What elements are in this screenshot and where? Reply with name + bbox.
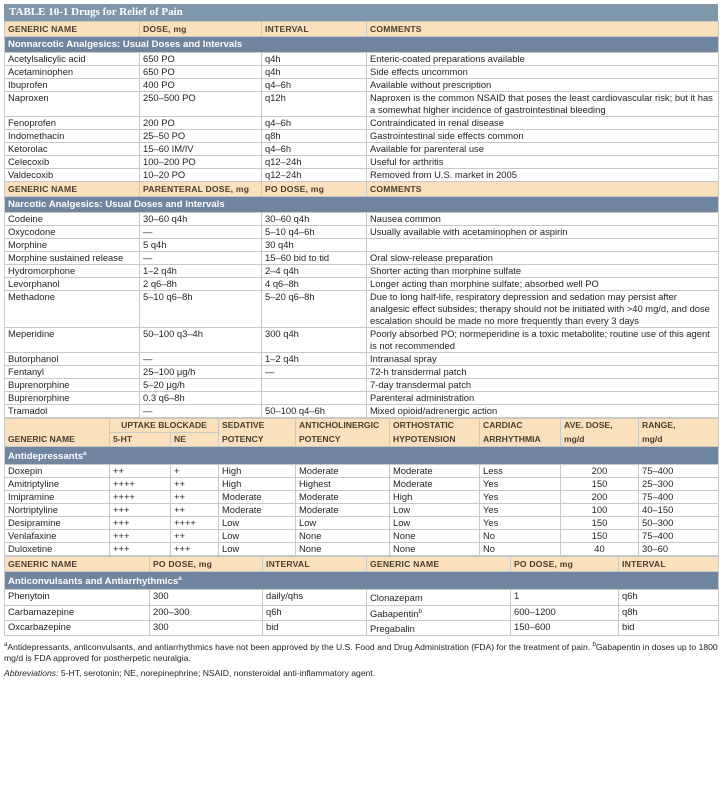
table-cell: q6h xyxy=(619,590,719,605)
column-header: POTENCY xyxy=(296,433,390,447)
table-cell: Removed from U.S. market in 2005 xyxy=(367,169,719,182)
table-cell: Side effects uncommon xyxy=(367,66,719,79)
table-cell: 1–2 q4h xyxy=(262,353,367,366)
table-cell: 4 q6–8h xyxy=(262,278,367,291)
table-cell: Enteric-coated preparations available xyxy=(367,53,719,66)
table-cell: Buprenorphine xyxy=(5,379,140,392)
table-cell: Desipramine xyxy=(5,517,110,530)
table-row xyxy=(5,143,719,156)
table-cell: Low xyxy=(219,530,296,543)
table-cell: Acetylsalicylic acid xyxy=(5,53,140,66)
table-cell: 300 xyxy=(150,620,263,635)
table-cell: Fenoprofen xyxy=(5,117,140,130)
table-cell: ++++ xyxy=(171,517,219,530)
column-header: PO DOSE, mg xyxy=(262,182,367,197)
table-cell: ++++ xyxy=(110,491,171,504)
table-cell: + xyxy=(171,465,219,478)
table-cell: Yes xyxy=(480,517,561,530)
table-cell: — xyxy=(140,252,262,265)
table-row xyxy=(5,328,719,353)
table-cell: Moderate xyxy=(296,465,390,478)
table-cell: 15–60 bid to tid xyxy=(262,252,367,265)
abbreviations: Abbreviations: 5-HT, serotonin; NE, norepinephrine; NSAID, nonsteroidal anti-inflammatory agent. xyxy=(4,667,376,678)
table-cell: Tramadol xyxy=(5,405,140,418)
table-cell: ++ xyxy=(171,491,219,504)
table-cell: Phenytoin xyxy=(5,590,150,605)
table-cell: Low xyxy=(390,504,480,517)
table-cell: 600–1200 xyxy=(511,605,619,620)
table-cell: Fentanyl xyxy=(5,366,140,379)
table-cell: Meperidine xyxy=(5,328,140,353)
table-cell: +++ xyxy=(110,517,171,530)
table-row xyxy=(5,366,719,379)
table-cell: Intranasal spray xyxy=(367,353,719,366)
table-cell: 40–150 xyxy=(639,504,719,517)
table-cell xyxy=(262,379,367,392)
table-cell: 250–500 PO xyxy=(140,92,262,117)
table-row xyxy=(5,405,719,418)
table-row xyxy=(5,530,719,543)
table-cell: 1 xyxy=(511,590,619,605)
table-cell: ++ xyxy=(171,504,219,517)
column-header-row xyxy=(5,22,719,37)
table-cell: 30–60 xyxy=(639,543,719,556)
table-cell: Oxycodone xyxy=(5,226,140,239)
table-row xyxy=(5,379,719,392)
table-cell: Moderate xyxy=(296,504,390,517)
table-cell: 30–60 q4h xyxy=(262,213,367,226)
table-cell: Duloxetine xyxy=(5,543,110,556)
table-cell: ++++ xyxy=(110,478,171,491)
section-header-row xyxy=(5,572,719,590)
column-header: PO DOSE, mg xyxy=(150,557,263,572)
table-row xyxy=(5,605,719,620)
table-cell: Methadone xyxy=(5,291,140,328)
table-cell: Contraindicated in renal disease xyxy=(367,117,719,130)
table-cell: 100–200 PO xyxy=(140,156,262,169)
table-cell: Imipramine xyxy=(5,491,110,504)
table-cell: Naproxen xyxy=(5,92,140,117)
table-cell: 200–300 xyxy=(150,605,263,620)
table-cell: Amitriptyline xyxy=(5,478,110,491)
section-header-row xyxy=(5,447,719,465)
table-cell xyxy=(262,392,367,405)
table-row xyxy=(5,130,719,143)
table-cell: Useful for arthritis xyxy=(367,156,719,169)
table-row xyxy=(5,590,719,605)
table-title: TABLE 10-1 Drugs for Relief of Pain xyxy=(4,4,718,21)
table-cell: 150 xyxy=(561,530,639,543)
table-cell: 50–100 q4–6h xyxy=(262,405,367,418)
table-cell: Moderate xyxy=(219,491,296,504)
table-cell: Valdecoxib xyxy=(5,169,140,182)
table-cell: Ibuprofen xyxy=(5,79,140,92)
table-cell: ++ xyxy=(171,530,219,543)
table-cell: Nortriptyline xyxy=(5,504,110,517)
table-cell: q12–24h xyxy=(262,156,367,169)
table-cell: 300 xyxy=(150,590,263,605)
table-cell: 30 q4h xyxy=(262,239,367,252)
column-header: ORTHOSTATIC xyxy=(390,419,480,433)
table-cell: 40 xyxy=(561,543,639,556)
section-header-row xyxy=(5,197,719,213)
table-cell: Yes xyxy=(480,491,561,504)
column-header-row xyxy=(5,433,719,447)
table-cell: 15–60 IM/IV xyxy=(140,143,262,156)
table-cell: q4–6h xyxy=(262,79,367,92)
column-header: RANGE, xyxy=(639,419,719,433)
table-cell: Mixed opioid/adrenergic action xyxy=(367,405,719,418)
column-header: ANTICHOLINERGIC xyxy=(296,419,390,433)
table-cell: Moderate xyxy=(296,491,390,504)
table-cell: 25–300 xyxy=(639,478,719,491)
table-cell: Morphine sustained release xyxy=(5,252,140,265)
table-cell: None xyxy=(296,530,390,543)
table-cell: 7-day transdermal patch xyxy=(367,379,719,392)
table-cell: daily/qhs xyxy=(263,590,367,605)
table-row xyxy=(5,265,719,278)
table-cell: 5–10 q4–6h xyxy=(262,226,367,239)
table-cell: High xyxy=(219,465,296,478)
table-cell: Due to long half-life, respiratory depression and sedation may persist after analgesic effect subsides; therapy should not be initiated with >40 mg/d, and dose escalation should be made no more frequently than every 3 days xyxy=(367,291,719,328)
column-header: PARENTERAL DOSE, mg xyxy=(140,182,262,197)
table-cell: High xyxy=(390,491,480,504)
table-cell: 25–50 PO xyxy=(140,130,262,143)
table-cell: Available without prescription xyxy=(367,79,719,92)
table-cell: Low xyxy=(296,517,390,530)
footnote: $^a$Antidepressants, anticonvulsants, and antiarrhythmics have not been approved by the U.S. Food and Drug Administration (FDA) for the treatment of pain. $^b$Gabapentin in doses up to 1800 mg/d is FDA approved for postherpetic neuralgia. xyxy=(4,641,718,663)
table-cell: 25–100 μg/h xyxy=(140,366,262,379)
table-cell: Naproxen is the common NSAID that poses the least cardiovascular risk; but it has a somewhat higher incidence of gastrointestinal bleeding xyxy=(367,92,719,117)
table-cell: Low xyxy=(219,543,296,556)
table-cell: 5–10 q6–8h xyxy=(140,291,262,328)
table-cell: None xyxy=(390,543,480,556)
table-cell: 200 xyxy=(561,465,639,478)
column-header: PO DOSE, mg xyxy=(511,557,619,572)
table-cell: 200 PO xyxy=(140,117,262,130)
table-cell: Moderate xyxy=(219,504,296,517)
table-cell xyxy=(367,239,719,252)
table-cell: 50–100 q3–4h xyxy=(140,328,262,353)
table-cell: bid xyxy=(619,620,719,635)
table-cell: Indomethacin xyxy=(5,130,140,143)
table-cell: 5 q4h xyxy=(140,239,262,252)
table-row xyxy=(5,517,719,530)
table-cell: High xyxy=(219,478,296,491)
table-cell: bid xyxy=(263,620,367,635)
column-header: NE xyxy=(171,433,219,447)
table-cell: Pregabalin xyxy=(367,620,511,635)
table-cell: Poorly absorbed PO; normeperidine is a toxic metabolite; routine use of this agent is not recommended xyxy=(367,328,719,353)
table-row xyxy=(5,92,719,117)
table-cell: +++ xyxy=(110,504,171,517)
table-row xyxy=(5,79,719,92)
drug-table-page xyxy=(4,4,718,679)
column-header: GENERIC NAME xyxy=(5,433,110,447)
table-cell: 650 PO xyxy=(140,66,262,79)
table-cell: Highest xyxy=(296,478,390,491)
table-cell: Ketorolac xyxy=(5,143,140,156)
table-row xyxy=(5,478,719,491)
table-cell: Yes xyxy=(480,478,561,491)
table-cell: Levorphanol xyxy=(5,278,140,291)
column-header: COMMENTS xyxy=(367,182,719,197)
table-cell: Parenteral administration xyxy=(367,392,719,405)
table-cell: Carbamazepine xyxy=(5,605,150,620)
section-header-row xyxy=(5,37,719,53)
table-row xyxy=(5,169,719,182)
column-header-row xyxy=(5,557,719,572)
table-cell: Moderate xyxy=(390,478,480,491)
column-header: HYPOTENSION xyxy=(390,433,480,447)
table-row xyxy=(5,465,719,478)
section-title: Anticonvulsants and Antiarrhythmics$^a$ xyxy=(5,572,719,590)
column-header: AVE. DOSE, xyxy=(561,419,639,433)
column-header: mg/d xyxy=(639,433,719,447)
table-cell: Acetaminophen xyxy=(5,66,140,79)
table-row xyxy=(5,392,719,405)
table-cell: Yes xyxy=(480,504,561,517)
table-cell: 300 q4h xyxy=(262,328,367,353)
table-cell: — xyxy=(140,405,262,418)
column-header: UPTAKE BLOCKADE xyxy=(110,419,219,433)
table-cell: 2–4 q4h xyxy=(262,265,367,278)
section-title: Antidepressants$^a$ xyxy=(5,447,719,465)
column-header: SEDATIVE xyxy=(219,419,296,433)
column-header: DOSE, mg xyxy=(140,22,262,37)
table-cell: Moderate xyxy=(390,465,480,478)
table-row xyxy=(5,291,719,328)
table-cell: Buprenorphine xyxy=(5,392,140,405)
table-cell: No xyxy=(480,530,561,543)
table-cell: ++ xyxy=(171,478,219,491)
table-cell: q8h xyxy=(262,130,367,143)
section-title: Nonnarcotic Analgesics: Usual Doses and Intervals xyxy=(5,37,719,53)
section-title: Narcotic Analgesics: Usual Doses and Intervals xyxy=(5,197,719,213)
table-cell: Less xyxy=(480,465,561,478)
table-cell: q6h xyxy=(263,605,367,620)
column-header: ARRHYTHMIA xyxy=(480,433,561,447)
column-header: GENERIC NAME xyxy=(5,182,140,197)
table-cell: 5–20 q6–8h xyxy=(262,291,367,328)
table-cell: 150–600 xyxy=(511,620,619,635)
antidepressants-table xyxy=(4,418,719,556)
column-header: GENERIC NAME xyxy=(367,557,511,572)
table-cell: 72-h transdermal patch xyxy=(367,366,719,379)
table-cell: ++ xyxy=(110,465,171,478)
column-header: COMMENTS xyxy=(367,22,719,37)
table-cell: 30–60 q4h xyxy=(140,213,262,226)
table-cell: +++ xyxy=(171,543,219,556)
analgesics-table xyxy=(4,21,719,418)
table-row xyxy=(5,66,719,79)
table-cell: 150 xyxy=(561,517,639,530)
table-cell: 400 PO xyxy=(140,79,262,92)
table-row xyxy=(5,353,719,366)
column-header: mg/d xyxy=(561,433,639,447)
table-cell: 1–2 q4h xyxy=(140,265,262,278)
table-cell: Celecoxib xyxy=(5,156,140,169)
table-cell: +++ xyxy=(110,543,171,556)
column-header-row xyxy=(5,182,719,197)
table-cell: q12–24h xyxy=(262,169,367,182)
table-row xyxy=(5,239,719,252)
table-cell: Butorphanol xyxy=(5,353,140,366)
table-cell: q12h xyxy=(262,92,367,117)
table-cell: Hydromorphone xyxy=(5,265,140,278)
table-cell: Gabapentin$^b$ xyxy=(367,605,511,620)
table-cell: Oxcarbazepine xyxy=(5,620,150,635)
table-cell: Nausea common xyxy=(367,213,719,226)
table-cell: q4–6h xyxy=(262,117,367,130)
table-row xyxy=(5,213,719,226)
column-header: CARDIAC xyxy=(480,419,561,433)
column-header: POTENCY xyxy=(219,433,296,447)
table-cell: Oral slow-release preparation xyxy=(367,252,719,265)
table-cell: Low xyxy=(219,517,296,530)
table-row xyxy=(5,226,719,239)
column-header-row xyxy=(5,419,719,433)
table-cell: Available for parenteral use xyxy=(367,143,719,156)
table-cell: — xyxy=(140,226,262,239)
table-cell: None xyxy=(296,543,390,556)
table-cell: Venlafaxine xyxy=(5,530,110,543)
table-row xyxy=(5,504,719,517)
table-cell: Gastrointestinal side effects common xyxy=(367,130,719,143)
table-cell: Morphine xyxy=(5,239,140,252)
table-cell: q4h xyxy=(262,53,367,66)
table-cell: — xyxy=(140,353,262,366)
table-cell: 75–400 xyxy=(639,465,719,478)
table-row xyxy=(5,278,719,291)
table-cell: Shorter acting than morphine sulfate xyxy=(367,265,719,278)
table-cell: q4h xyxy=(262,66,367,79)
column-header: INTERVAL xyxy=(619,557,719,572)
table-cell: Low xyxy=(390,517,480,530)
table-cell: Usually available with acetaminophen or aspirin xyxy=(367,226,719,239)
table-cell: q4–6h xyxy=(262,143,367,156)
column-header: INTERVAL xyxy=(262,22,367,37)
column-header: GENERIC NAME xyxy=(5,22,140,37)
column-header: GENERIC NAME xyxy=(5,557,150,572)
table-cell: Codeine xyxy=(5,213,140,226)
table-cell: — xyxy=(262,366,367,379)
table-cell: No xyxy=(480,543,561,556)
table-cell: 10–20 PO xyxy=(140,169,262,182)
table-cell: 50–300 xyxy=(639,517,719,530)
table-cell: +++ xyxy=(110,530,171,543)
table-row xyxy=(5,252,719,265)
table-row xyxy=(5,491,719,504)
table-cell: 150 xyxy=(561,478,639,491)
table-cell: 200 xyxy=(561,491,639,504)
table-cell: 2 q6–8h xyxy=(140,278,262,291)
table-cell: Longer acting than morphine sulfate; absorbed well PO xyxy=(367,278,719,291)
table-row xyxy=(5,53,719,66)
table-row xyxy=(5,543,719,556)
table-cell: 75–400 xyxy=(639,530,719,543)
column-header: 5-HT xyxy=(110,433,171,447)
column-header: INTERVAL xyxy=(263,557,367,572)
table-cell: 650 PO xyxy=(140,53,262,66)
table-cell: 100 xyxy=(561,504,639,517)
table-row xyxy=(5,620,719,635)
anticonvulsants-table xyxy=(4,556,719,636)
table-cell: 5–20 μg/h xyxy=(140,379,262,392)
table-cell: q8h xyxy=(619,605,719,620)
table-cell: 75–400 xyxy=(639,491,719,504)
column-header xyxy=(5,419,110,433)
table-cell: 0.3 q6–8h xyxy=(140,392,262,405)
table-cell: None xyxy=(390,530,480,543)
table-cell: Doxepin xyxy=(5,465,110,478)
table-cell: Clonazepam xyxy=(367,590,511,605)
table-row xyxy=(5,117,719,130)
table-row xyxy=(5,156,719,169)
